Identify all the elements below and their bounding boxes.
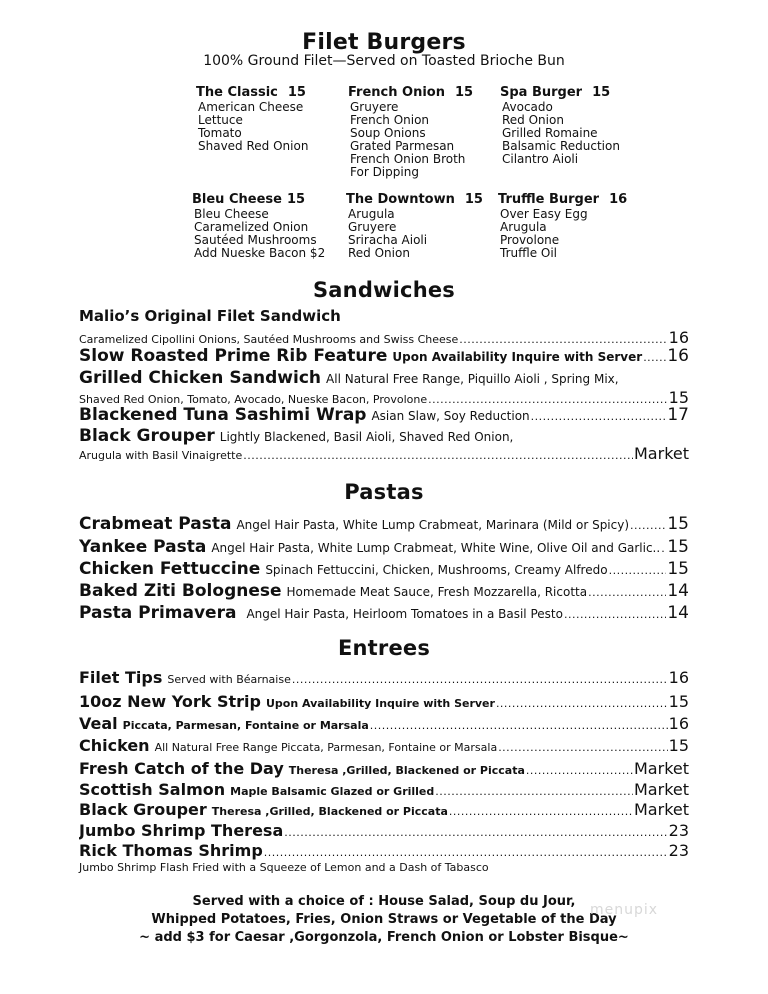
item-price: 15	[668, 736, 689, 755]
burger-ingredient: Lettuce	[198, 113, 243, 127]
burger-ingredient: Balsamic Reduction	[502, 139, 620, 153]
pasta-row	[79, 559, 689, 579]
entree-row	[79, 800, 689, 819]
item-price: 15	[668, 692, 689, 711]
item-name: Veal	[79, 714, 118, 733]
item-price: Market	[634, 444, 689, 463]
dot-leader	[435, 785, 633, 798]
burger-name: Bleu Cheese	[192, 192, 282, 207]
burger-name: French Onion	[348, 85, 445, 100]
pasta-row	[79, 603, 689, 623]
malio-sandwich-name: Malio’s Original Filet Sandwich	[79, 307, 341, 325]
item-description: Upon Availability Inquire with Server	[265, 697, 495, 710]
item-price: 17	[667, 405, 689, 425]
item-name: Chicken	[79, 736, 150, 755]
item-name: Grilled Chicken Sandwich	[79, 368, 322, 388]
burger-ingredient: American Cheese	[198, 100, 304, 114]
item-description: Served with Béarnaise	[167, 673, 291, 686]
dot-leader	[609, 564, 667, 577]
burger-name: Spa Burger	[500, 85, 583, 100]
burgers-subtitle: 100% Ground Filet—Served on Toasted Brioche Bun	[203, 53, 565, 69]
burger-ingredient: French Onion	[350, 113, 430, 127]
burger-ingredient: Sriracha Aioli	[348, 233, 428, 247]
dot-leader	[630, 519, 666, 532]
item-description: Spinach Fettuccini, Chicken, Mushrooms, Creamy Alfredo	[265, 563, 608, 577]
item-description: Angel Hair Pasta, White Lump Crabmeat, White Wine, Olive Oil and Garlic..	[211, 541, 661, 555]
malio-sandwich-row	[79, 328, 689, 347]
item-name: Chicken Fettuccine	[79, 559, 261, 579]
burger-price: 15	[592, 85, 611, 100]
burger-ingredient: Over Easy Egg	[500, 207, 588, 221]
item-price: 16	[668, 714, 689, 733]
burger-ingredient: Provolone	[500, 233, 560, 247]
item-name: Filet Tips	[79, 668, 163, 687]
dot-leader	[526, 764, 633, 777]
burger-ingredient: Red Onion	[502, 113, 564, 127]
burger-ingredient: Grilled Romaine	[502, 126, 598, 140]
item-description: Homemade Meat Sauce, Fresh Mozzarella, Ricotta	[286, 585, 588, 599]
item-price: 16	[668, 328, 689, 347]
dot-leader	[661, 542, 666, 555]
item-description: Angel Hair Pasta, Heirloom Tomatoes in a Basil Pesto	[246, 607, 563, 621]
item-description: All Natural Free Range, Piquillo Aioli , Spring Mix,	[326, 372, 619, 386]
item-description: Piccata, Parmesan, Fontaine or Marsala	[122, 719, 369, 732]
item-name: Black Grouper	[79, 800, 207, 819]
footer-line-3: ~ add $3 for Caesar ,Gorgonzola, French Onion or Lobster Bisque~	[139, 930, 629, 945]
watermark: menupix	[590, 902, 659, 918]
item-description: Upon Availability Inquire with Server	[392, 350, 643, 364]
black-grouper-sandwich-row	[79, 426, 689, 446]
item-description: Maple Balsamic Glazed or Grilled	[230, 785, 435, 798]
item-description: Theresa ,Grilled, Blackened or Piccata	[288, 764, 525, 777]
item-price: 23	[668, 841, 689, 860]
burger-ingredient: French Onion Broth	[350, 152, 466, 166]
pasta-row	[79, 514, 689, 534]
footer-line-1: Served with a choice of : House Salad, Soup du Jour,	[192, 894, 576, 909]
item-price: 16	[668, 668, 689, 687]
burger-bleu-cheese	[192, 192, 325, 260]
item-price: 15	[667, 559, 689, 579]
entree-row	[79, 714, 689, 733]
item-name: Scottish Salmon	[79, 780, 226, 799]
item-name: Baked Ziti Bolognese	[79, 581, 282, 601]
burger-ingredient: Arugula	[500, 220, 547, 234]
dot-leader	[643, 351, 666, 364]
entree-row	[79, 736, 689, 755]
black-grouper-sandwich-row-2	[79, 444, 689, 463]
dot-leader	[496, 697, 668, 710]
item-description: Caramelized Cipollini Onions, Sautéed Mushrooms and Swiss Cheese	[79, 333, 459, 346]
rick-thomas-note: Jumbo Shrimp Flash Fried with a Squeeze of Lemon and a Dash of Tabasco	[79, 861, 489, 874]
item-description: Shaved Red Onion, Tomato, Avocado, Nueske Bacon, Provolone	[79, 393, 428, 406]
dot-leader	[459, 333, 667, 346]
entree-row	[79, 841, 689, 860]
item-name: Crabmeat Pasta	[79, 514, 232, 534]
item-price: 23	[668, 821, 689, 840]
entree-row	[79, 668, 689, 687]
dot-leader	[264, 846, 668, 859]
burger-price: 15	[287, 85, 306, 100]
item-name: Rick Thomas Shrimp	[79, 841, 263, 860]
entree-row	[79, 821, 689, 840]
burger-ingredient: Shaved Red Onion	[198, 139, 309, 153]
burger-ingredient: Gruyere	[350, 100, 399, 114]
burger-ingredient: Cilantro Aioli	[502, 152, 579, 166]
burger-price: 16	[609, 192, 628, 207]
item-price: 14	[667, 581, 689, 601]
burger-ingredient: Soup Onions	[350, 126, 426, 140]
item-description: Asian Slaw, Soy Reduction	[371, 409, 530, 423]
item-price: Market	[634, 780, 689, 799]
item-name: Black Grouper	[79, 426, 215, 446]
dot-leader	[449, 805, 633, 818]
burger-ingredient: Red Onion	[348, 246, 410, 260]
item-name: Pasta Primavera	[79, 603, 237, 623]
burger-spa-burger	[500, 85, 620, 166]
burger-ingredient: Tomato	[198, 126, 242, 140]
entree-row	[79, 759, 689, 778]
burger-the-downtown	[346, 192, 483, 260]
dot-leader	[531, 410, 667, 423]
item-name: Jumbo Shrimp Theresa	[79, 821, 284, 840]
footer-line-2: Whipped Potatoes, Fries, Onion Straws or Vegetable of the Day	[151, 912, 617, 927]
dot-leader	[284, 826, 667, 839]
item-price: 15	[668, 388, 689, 407]
item-description: Arugula with Basil Vinaigrette	[79, 449, 243, 462]
dot-leader	[370, 719, 668, 732]
item-description: Angel Hair Pasta, White Lump Crabmeat, Marinara (Mild or Spicy)	[236, 518, 630, 532]
item-name: Yankee Pasta	[79, 537, 207, 557]
grilled-chicken-row	[79, 368, 689, 388]
burger-ingredient: For Dipping	[350, 165, 419, 179]
item-name: 10oz New York Strip	[79, 692, 261, 711]
item-description: Lightly Blackened, Basil Aioli, Shaved Red Onion,	[219, 430, 514, 444]
pasta-row	[79, 581, 689, 601]
entree-row	[79, 692, 689, 711]
item-name: Blackened Tuna Sashimi Wrap	[79, 405, 367, 425]
burger-ingredient: Caramelized Onion	[194, 220, 309, 234]
burger-price: 15	[454, 85, 474, 100]
burger-price: 15	[464, 192, 483, 207]
burger-ingredient: Sautéed Mushrooms	[194, 233, 317, 247]
entree-row	[79, 780, 689, 799]
burgers-title: Filet Burgers	[302, 30, 466, 55]
burger-name: The Downtown	[346, 192, 455, 207]
item-description: All Natural Free Range Piccata, Parmesan, Fontaine or Marsala	[154, 741, 498, 754]
item-description: Theresa ,Grilled, Blackened or Piccata	[211, 805, 448, 818]
burger-truffle-burger	[498, 192, 627, 260]
dot-leader	[564, 608, 666, 621]
burger-the-classic	[196, 85, 308, 153]
burger-ingredient: Avocado	[502, 100, 553, 114]
dot-leader	[243, 449, 633, 462]
burger-french-onion	[348, 85, 473, 179]
item-price: 16	[667, 346, 689, 366]
item-price: 15	[667, 537, 689, 557]
item-price: 14	[667, 603, 689, 623]
dot-leader	[588, 586, 666, 599]
item-name: Slow Roasted Prime Rib Feature	[79, 346, 388, 366]
dot-leader	[498, 741, 667, 754]
burger-ingredient: Truffle Oil	[500, 246, 558, 260]
item-price: 15	[667, 514, 689, 534]
item-price: Market	[634, 759, 689, 778]
pastas-title: Pastas	[344, 480, 424, 504]
burger-price: 15	[286, 192, 306, 207]
prime-rib-row	[79, 346, 689, 366]
burger-ingredient: Add Nueske Bacon $2	[194, 246, 326, 260]
burger-ingredient: Bleu Cheese	[194, 207, 269, 221]
burger-name: Truffle Burger	[498, 192, 600, 207]
burger-ingredient: Gruyere	[348, 220, 397, 234]
burger-name: The Classic	[196, 85, 278, 100]
burger-ingredient: Grated Parmesan	[350, 139, 455, 153]
dot-leader	[292, 673, 668, 686]
tuna-wrap-row	[79, 405, 689, 425]
item-name: Fresh Catch of the Day	[79, 759, 284, 778]
sandwiches-title: Sandwiches	[312, 278, 456, 302]
item-price: Market	[634, 800, 689, 819]
pasta-row	[79, 537, 689, 557]
entrees-title: Entrees	[337, 636, 431, 660]
burger-ingredient: Arugula	[348, 207, 395, 221]
